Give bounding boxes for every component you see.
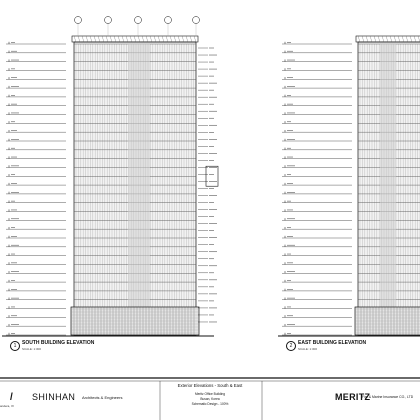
project-location: Busan, Korea: [200, 397, 220, 401]
architect-descriptor: Architects & Engineers: [82, 395, 123, 400]
crown-hatch: [130, 36, 132, 42]
crown-hatch: [138, 36, 140, 42]
crown-hatch: [126, 36, 128, 42]
client-name: MERITZ: [335, 392, 371, 402]
crown-hatch: [134, 36, 136, 42]
crown-hatch: [142, 36, 144, 42]
crown-hatch: [118, 36, 120, 42]
crown-hatch: [162, 36, 164, 42]
architect-slash-mark: /: [10, 392, 13, 403]
crown-hatch: [182, 36, 184, 42]
crown-hatch: [174, 36, 176, 42]
crown-hatch: [406, 36, 408, 42]
crown-hatch: [358, 36, 360, 42]
crown-hatch: [178, 36, 180, 42]
crown-hatch: [170, 36, 172, 42]
crown-hatch: [86, 36, 88, 42]
east-elevation-title: EAST BUILDING ELEVATION: [298, 340, 367, 346]
architect-firm-name: SHINHAN: [32, 392, 76, 402]
crown-hatch: [78, 36, 80, 42]
crown-hatch: [166, 36, 168, 42]
crown-hatch: [394, 36, 396, 42]
grid-bubble: [165, 17, 172, 24]
crown-hatch: [402, 36, 404, 42]
crown-hatch: [82, 36, 84, 42]
crown-hatch: [154, 36, 156, 42]
crown-hatch: [410, 36, 412, 42]
crown-hatch: [106, 36, 108, 42]
crown-hatch: [94, 36, 96, 42]
crown-hatch: [186, 36, 188, 42]
crown-hatch: [370, 36, 372, 42]
architect-address-fragment: andera, IX: [0, 404, 14, 408]
crown-hatch: [158, 36, 160, 42]
crown-hatch: [190, 36, 192, 42]
crown-hatch: [102, 36, 104, 42]
grid-bubble: [105, 17, 112, 24]
crown-hatch: [378, 36, 380, 42]
crown-hatch: [374, 36, 376, 42]
crown-hatch: [74, 36, 76, 42]
grid-bubble: [193, 17, 200, 24]
grid-bubble: [135, 17, 142, 24]
east-elevation-number: 2: [286, 341, 296, 351]
client-descriptor: Fire & Marine Insurance CO., LTD: [362, 395, 414, 399]
south-elevation-title: SOUTH BUILDING ELEVATION: [22, 340, 95, 346]
crown-hatch: [194, 36, 196, 42]
east-building-elevation: [278, 36, 420, 336]
crown-hatch: [398, 36, 400, 42]
crown-hatch: [366, 36, 368, 42]
crown-hatch: [150, 36, 152, 42]
crown-hatch: [146, 36, 148, 42]
south-elevation-number: 1: [10, 341, 20, 351]
project-name: Meritz Office Building: [194, 392, 226, 396]
crown-hatch: [386, 36, 388, 42]
east-elevation-scale: SCALE: 1:300: [298, 347, 318, 351]
core-glazing-band: [128, 44, 150, 335]
crown-hatch: [110, 36, 112, 42]
grid-bubble: [75, 17, 82, 24]
crown-hatch: [114, 36, 116, 42]
south-building-elevation: [2, 17, 218, 337]
callout-box: [206, 166, 218, 186]
crown-hatch: [362, 36, 364, 42]
crown-hatch: [414, 36, 416, 42]
crown-hatch: [98, 36, 100, 42]
sheet-title: Exterior Elevations - South & East: [177, 383, 243, 388]
project-phase: Schematic Design - 100%: [191, 402, 229, 406]
crown-hatch: [390, 36, 392, 42]
crown-hatch: [90, 36, 92, 42]
core-glazing-band: [380, 44, 396, 335]
south-elevation-scale: SCALE: 1:300: [22, 347, 42, 351]
crown-hatch: [382, 36, 384, 42]
crown-hatch: [122, 36, 124, 42]
